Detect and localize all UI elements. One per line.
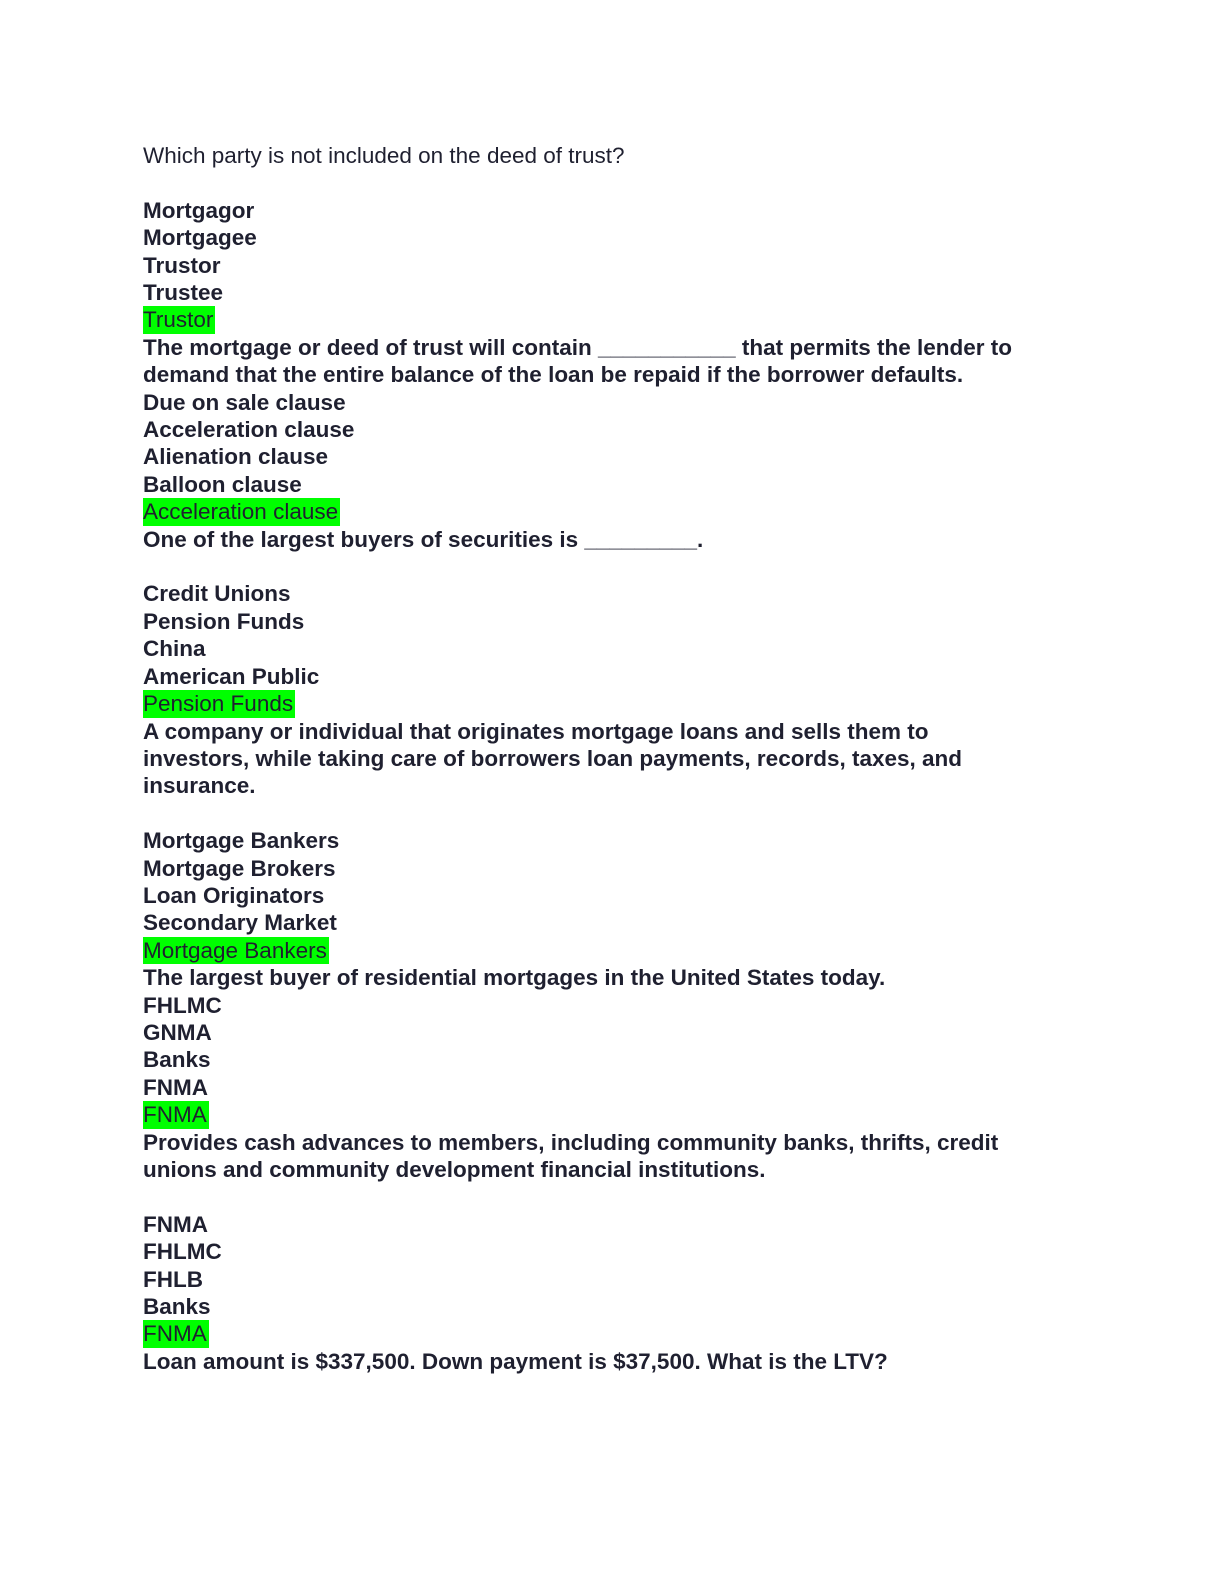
question-block (143, 526, 1083, 718)
question-text: insurance. (143, 773, 256, 799)
question-block (143, 964, 1083, 1128)
question-block (143, 142, 1083, 334)
option-item: Secondary Market (143, 910, 337, 936)
question-text: investors, while taking care of borrowers loan payments, records, taxes, and (143, 745, 963, 771)
option-item: Banks (143, 1047, 211, 1073)
question-text: The mortgage or deed of trust will contain ___________ that permits the lender to (143, 334, 1012, 360)
blank-line (143, 169, 1083, 196)
answer-highlight: Pension Funds (143, 691, 294, 717)
option-item: Mortgagee (143, 225, 257, 251)
question-text: demand that the entire balance of the loan be repaid if the borrower defaults. (143, 362, 964, 388)
blank-line (143, 800, 1083, 827)
document-page (143, 142, 1083, 1375)
answer-highlight: Acceleration clause (143, 499, 339, 525)
option-item: Due on sale clause (143, 389, 346, 415)
option-item: Alienation clause (143, 444, 329, 470)
option-item: FHLMC (143, 992, 222, 1018)
option-item: FNMA (143, 1074, 208, 1100)
option-item: FHLMC (143, 1239, 222, 1265)
option-item: Trustee (143, 280, 224, 306)
question-text: The largest buyer of residential mortgages in the United States today. (143, 965, 886, 991)
blank-line (143, 553, 1083, 580)
question-block (143, 334, 1083, 526)
option-item: Acceleration clause (143, 417, 355, 443)
question-text: Loan amount is $337,500. Down payment is $37,500. What is the LTV? (143, 1348, 888, 1374)
question-block (143, 1348, 1083, 1375)
option-item: FNMA (143, 1211, 208, 1237)
option-item: China (143, 636, 206, 662)
answer-highlight: FNMA (143, 1321, 207, 1347)
question-text: One of the largest buyers of securities is _________. (143, 526, 704, 552)
question-text: Which party is not included on the deed of trust? (143, 143, 625, 168)
answer-highlight: Mortgage Bankers (143, 937, 327, 963)
option-item: Mortgagor (143, 197, 255, 223)
option-item: FHLB (143, 1266, 203, 1292)
option-item: Mortgage Bankers (143, 828, 340, 854)
question-block (143, 1129, 1083, 1348)
question-text: unions and community development financial institutions. (143, 1156, 766, 1182)
option-item: GNMA (143, 1019, 212, 1045)
option-item: Pension Funds (143, 608, 305, 634)
answer-highlight: FNMA (143, 1102, 207, 1128)
option-item: Balloon clause (143, 471, 302, 497)
option-item: American Public (143, 663, 320, 689)
option-item: Credit Unions (143, 581, 291, 607)
question-text: A company or individual that originates mortgage loans and sells them to (143, 718, 929, 744)
blank-line (143, 1183, 1083, 1210)
option-item: Trustor (143, 252, 221, 278)
question-text: Provides cash advances to members, including community banks, thrifts, credit (143, 1129, 999, 1155)
option-item: Banks (143, 1294, 211, 1319)
question-block (143, 718, 1083, 965)
answer-highlight: Trustor (143, 307, 214, 333)
option-item: Loan Originators (143, 882, 325, 908)
option-item: Mortgage Brokers (143, 855, 336, 881)
